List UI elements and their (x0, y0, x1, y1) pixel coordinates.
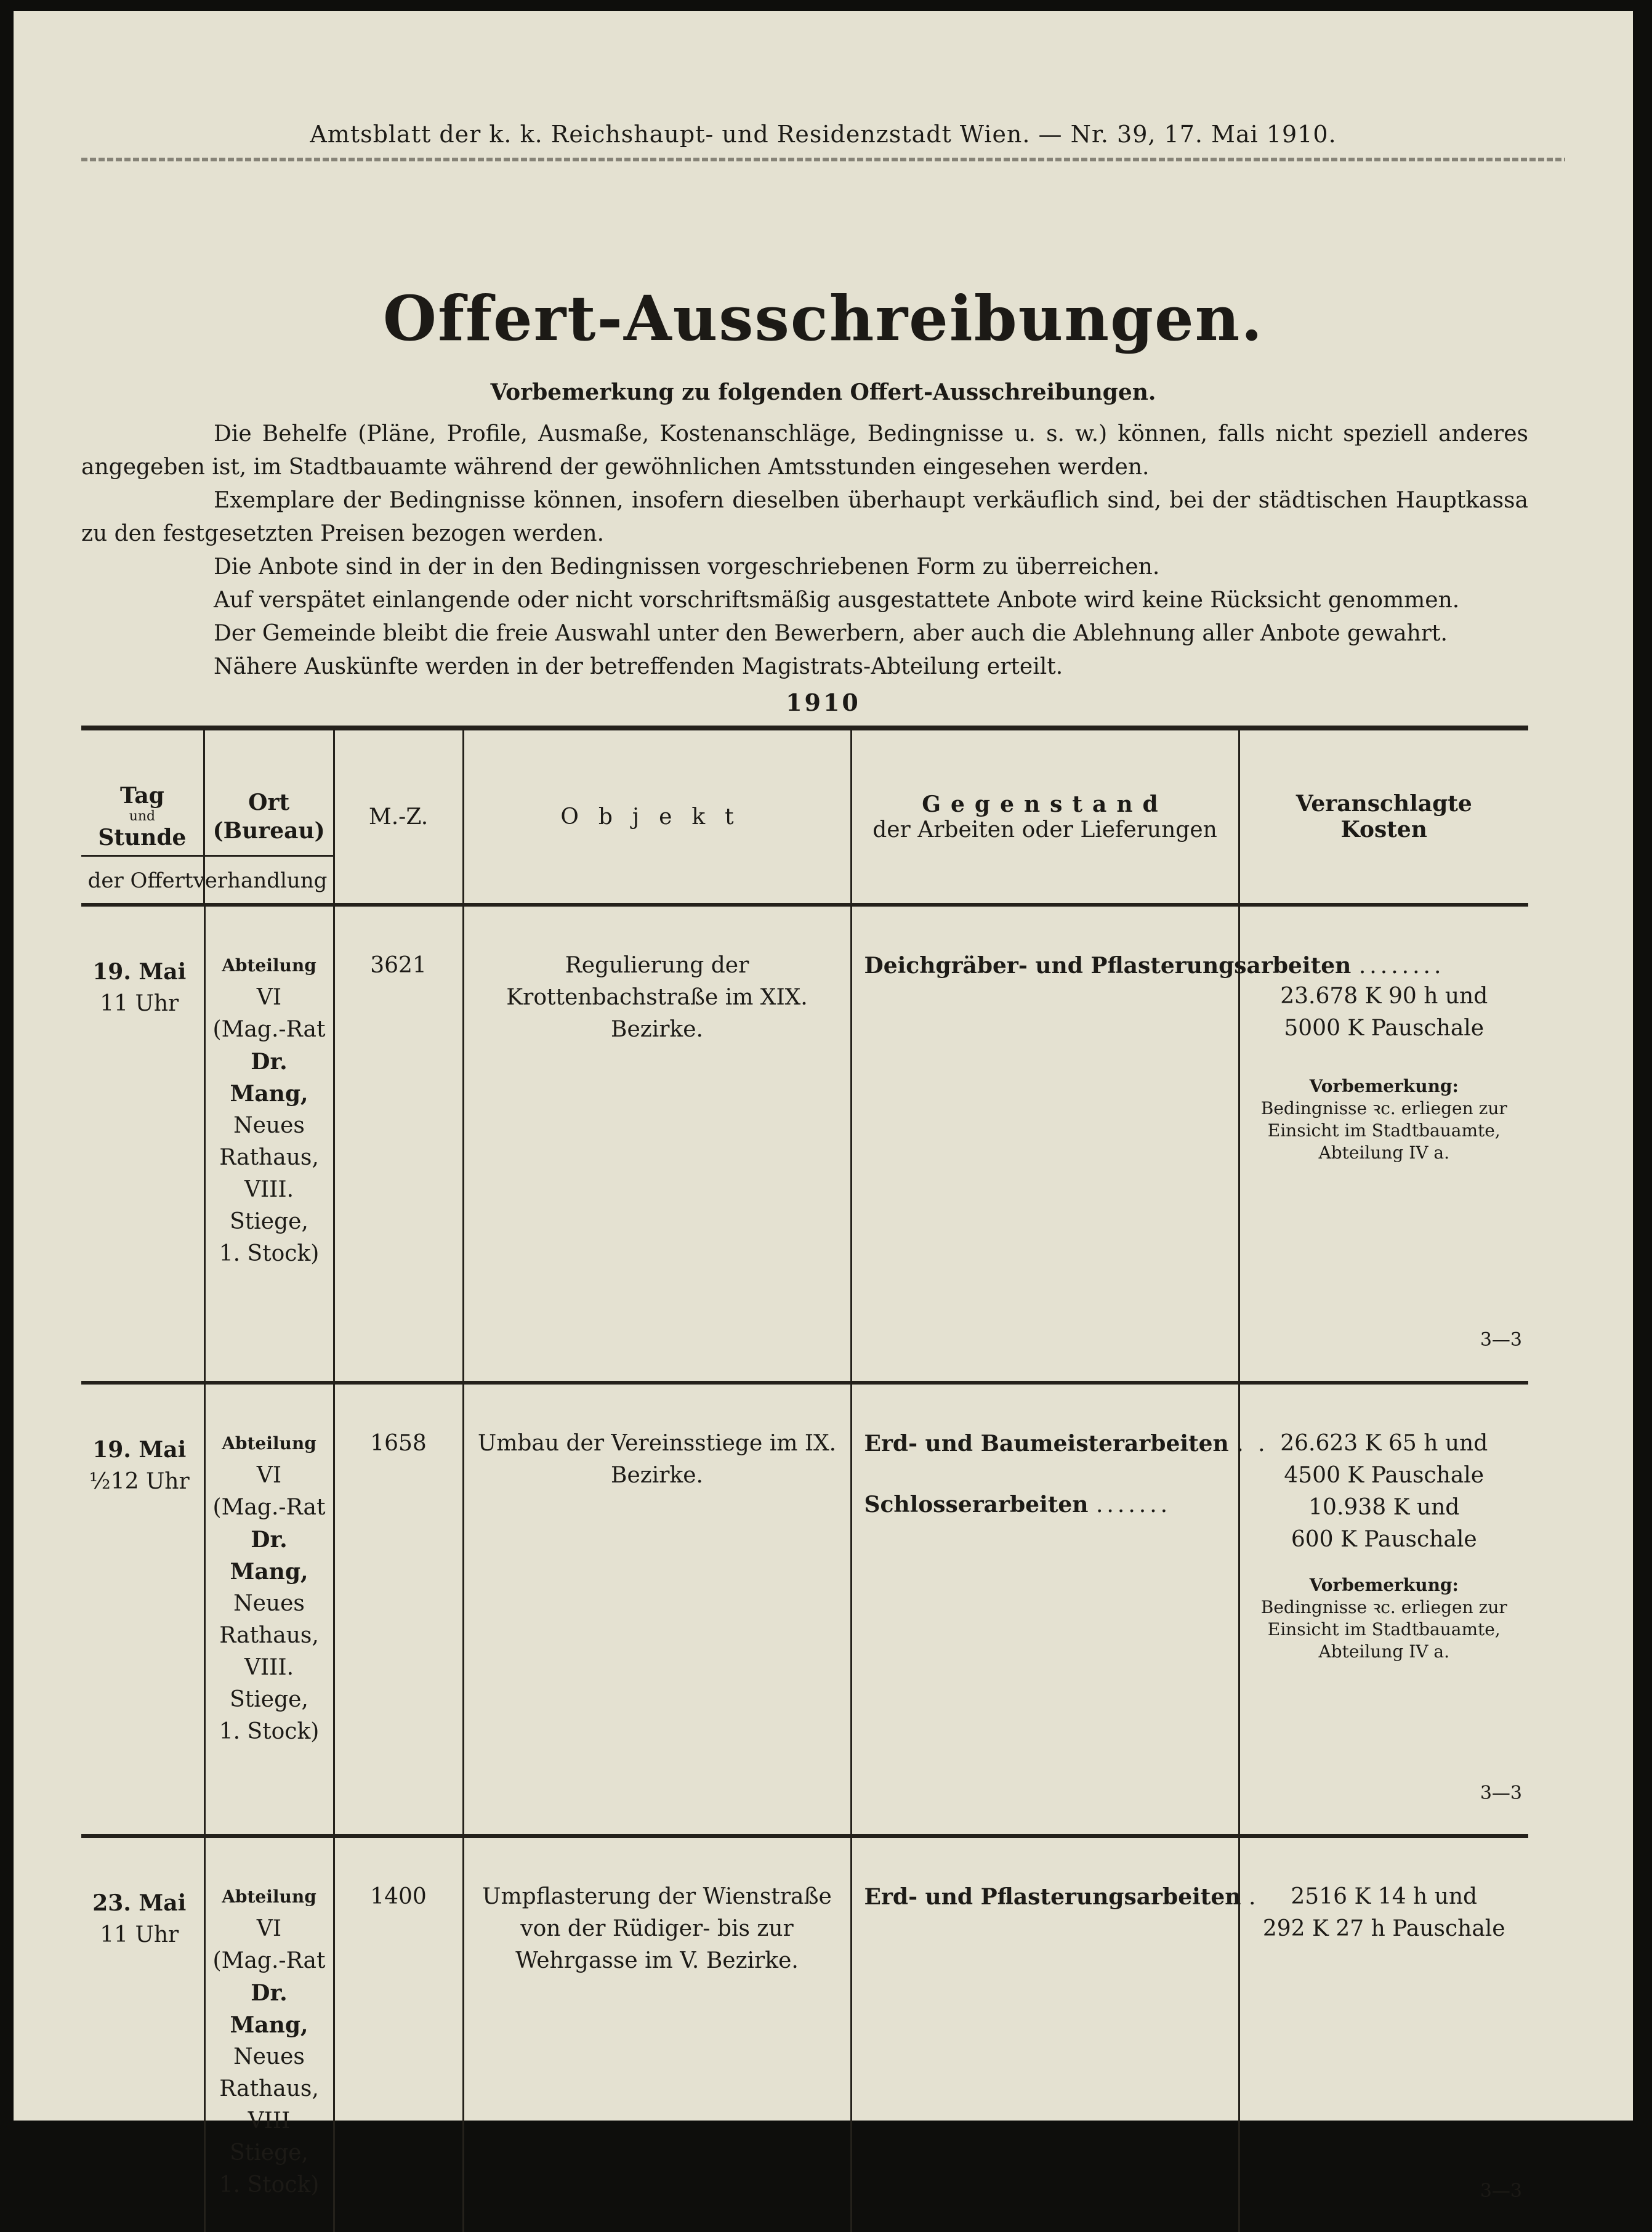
cell-office (204, 1836, 334, 2232)
office-line: 1. Stock) (219, 2172, 320, 2198)
header-und: und (129, 809, 156, 824)
newspaper-page (14, 11, 1633, 2202)
work-dots: ....... (1095, 1492, 1172, 1518)
page-header: Amtsblatt der k. k. Reichshaupt- und Residenzstadt Wien. — Nr. 39, 17. Mai 1910. (310, 121, 1337, 148)
office-line: Abteilung (222, 1886, 316, 1907)
work-name: Erd- und Baumeisterarbeiten (864, 1431, 1229, 1457)
office-line: VIII (248, 2108, 291, 2133)
header-tag: Tag (119, 783, 164, 809)
offer-table (81, 726, 1528, 2232)
intro-paragraph: Der Gemeinde bleibt die freie Auswahl unter den Bewerbern, aber auch die Ablehnung aller Anbote gewahrt. (214, 621, 1448, 646)
cost-line: 23.678 K 90 h und (1280, 984, 1488, 1009)
office-line: Stiege, (230, 1209, 308, 1234)
office-line: Neues (233, 1591, 305, 1616)
header-stunde: Stunde (98, 825, 187, 851)
header-objekt: Objekt (463, 728, 851, 905)
work-name: Erd- und Pflasterungsarbeiten (864, 1884, 1241, 1910)
repeat-marker: 3—3 (1480, 2180, 1522, 2202)
cost-line: 292 K 27 h Pauschale (1262, 1916, 1505, 1941)
page-title: Offert-Ausschreibungen. (382, 282, 1264, 355)
cell-works (851, 1383, 1269, 1836)
intro-text (81, 418, 1528, 684)
intro-paragraph: Die Anbote sind in der in den Bedingnissen vorgeschriebenen Form zu überreichen. (214, 554, 1160, 580)
office-line: Dr. Mang, (230, 1527, 308, 1585)
repeat-marker: 3—3 (1480, 1782, 1522, 1804)
work-dots: . (1249, 1885, 1260, 1910)
table-header-row (81, 728, 1528, 905)
cell-works (851, 1836, 1260, 2232)
cost-line: 10.938 K und (1308, 1495, 1460, 1520)
office-line: (Mag.-Rat (212, 1948, 326, 1973)
row-time: 11 Uhr (100, 991, 179, 1016)
work-dots: . . (1236, 1431, 1269, 1457)
work-dots: ........ (1358, 953, 1445, 979)
office-line: Abteilung (222, 955, 316, 976)
header-ort: Ort (248, 790, 290, 815)
intro-paragraph: Die Behelfe (Pläne, Profile, Ausmaße, Kostenanschläge, Bedingnisse u. s. w.) können, falls nicht speziell anderes angegeben ist, im Stadtbauamte während der gewöhnlichen Amtsstunden eingesehen werden. (81, 421, 1528, 480)
office-line: Rathaus, (219, 1623, 319, 1648)
note-heading: Vorbemerkung: (1309, 1575, 1459, 1595)
intro-paragraph: Nähere Auskünfte werden in der betreffenden Magistrats-Abteilung erteilt. (214, 654, 1063, 679)
intro-heading: Vorbemerkung zu folgenden Offert-Ausschreibungen. (490, 379, 1156, 405)
cost-line: 2516 K 14 h und (1291, 1884, 1478, 1909)
work-item (864, 950, 1445, 982)
office-line: Abteilung (222, 1433, 316, 1454)
header-tag-ort (81, 728, 334, 905)
office-line: VI (256, 985, 282, 1010)
office-line: Rathaus, (219, 2076, 319, 2101)
office-line: Dr. Mang, (230, 1980, 308, 2038)
office-line: (Mag.-Rat (212, 1495, 326, 1520)
header-kosten (1239, 728, 1528, 905)
cell-costs (1239, 1836, 1528, 2232)
office-line: Stiege, (230, 2140, 308, 2165)
cost-line: 5000 K Pauschale (1284, 1016, 1485, 1041)
header-rule (81, 158, 1565, 161)
office-line: Neues (233, 1113, 305, 1138)
cell-object: Umpflasterung der Wienstraße von der Rüdiger- bis zur Wehrgasse im V. Bezirke. (463, 1836, 851, 2232)
office-line: 1. Stock) (219, 1241, 320, 1266)
office-line: Dr. Mang, (230, 1049, 308, 1107)
note-text: Bedingnisse ꝛc. erliegen zur Einsicht im Stadtbauamte, Abteilung IV a. (1260, 1597, 1507, 1662)
office-line: VI (256, 1463, 282, 1488)
office-line: 1. Stock) (219, 1719, 320, 1744)
work-item (864, 1881, 1260, 1914)
work-item (864, 1489, 1232, 1521)
office-line: VI (256, 1916, 282, 1941)
row-time: ½12 Uhr (89, 1469, 190, 1494)
cost-line: 26.623 K 65 h und (1280, 1431, 1488, 1456)
office-line: Stiege, (230, 1687, 308, 1712)
cell-object: Umbau der Vereinsstiege im IX. Bezirke. (463, 1383, 851, 1836)
header-gegenstand (851, 728, 1239, 905)
table-row (81, 905, 1528, 1383)
header-kosten-line1: Veranschlagte (1295, 791, 1472, 817)
row-date: 23. Mai (92, 1890, 187, 1916)
table-row (81, 1383, 1528, 1836)
cell-object: Regulierung der Krottenbachstraße im XIX. Bezirke. (463, 905, 851, 1383)
cost-line: 600 K Pauschale (1291, 1527, 1477, 1552)
row-date: 19. Mai (92, 1437, 187, 1463)
work-item (864, 1428, 1269, 1460)
cell-costs (1239, 1383, 1528, 1836)
cell-nz: 3621 (334, 905, 463, 1383)
cell-costs (1239, 905, 1528, 1383)
header-kosten-line2: Kosten (1340, 817, 1427, 843)
intro-paragraph: Exemplare der Bedingnisse können, insofern dieselben überhaupt verkäuflich sind, bei der städtischen Hauptkassa zu den festgesetzten Preisen bezogen werden. (81, 488, 1528, 546)
intro-paragraph: Auf verspätet einlangende oder nicht vorschriftsmäßig ausgestattete Anbote wird keine Rücksicht genommen. (214, 588, 1460, 613)
cell-nz: 1658 (334, 1383, 463, 1836)
office-line: (Mag.-Rat (212, 1017, 326, 1042)
office-line: VIII. (244, 1655, 294, 1680)
year-heading: 1910 (786, 689, 861, 716)
cost-line: 4500 K Pauschale (1284, 1463, 1485, 1488)
row-time: 11 Uhr (100, 1922, 179, 1947)
cell-office (204, 1383, 334, 1836)
header-gegenstand-sub: der Arbeiten oder Lieferungen (872, 817, 1217, 843)
work-name: Schlosserarbeiten (864, 1492, 1089, 1518)
note-heading: Vorbemerkung: (1309, 1076, 1459, 1096)
work-name: Deichgräber- und Pflasterungsarbeiten (864, 953, 1352, 979)
office-line: Neues (233, 2044, 305, 2069)
header-gegenstand-title: Gegenstand (922, 791, 1168, 817)
repeat-marker: 3—3 (1480, 1329, 1522, 1351)
cell-nz: 1400 (334, 1836, 463, 2232)
note-text: Bedingnisse ꝛc. erliegen zur Einsicht im Stadtbauamte, Abteilung IV a. (1260, 1098, 1507, 1163)
cell-date (81, 1836, 204, 2232)
table-row (81, 1836, 1528, 2232)
header-bureau: (Bureau) (212, 818, 325, 844)
office-line: Rathaus, (219, 1145, 319, 1170)
header-offertverhandlung: der Offertverhandlung (81, 855, 334, 905)
row-date: 19. Mai (92, 959, 187, 985)
cell-date (81, 1383, 204, 1836)
cell-date (81, 905, 204, 1383)
header-nz: M.-Z. (334, 728, 463, 905)
cell-office (204, 905, 334, 1383)
office-line: VIII. (244, 1177, 294, 1202)
